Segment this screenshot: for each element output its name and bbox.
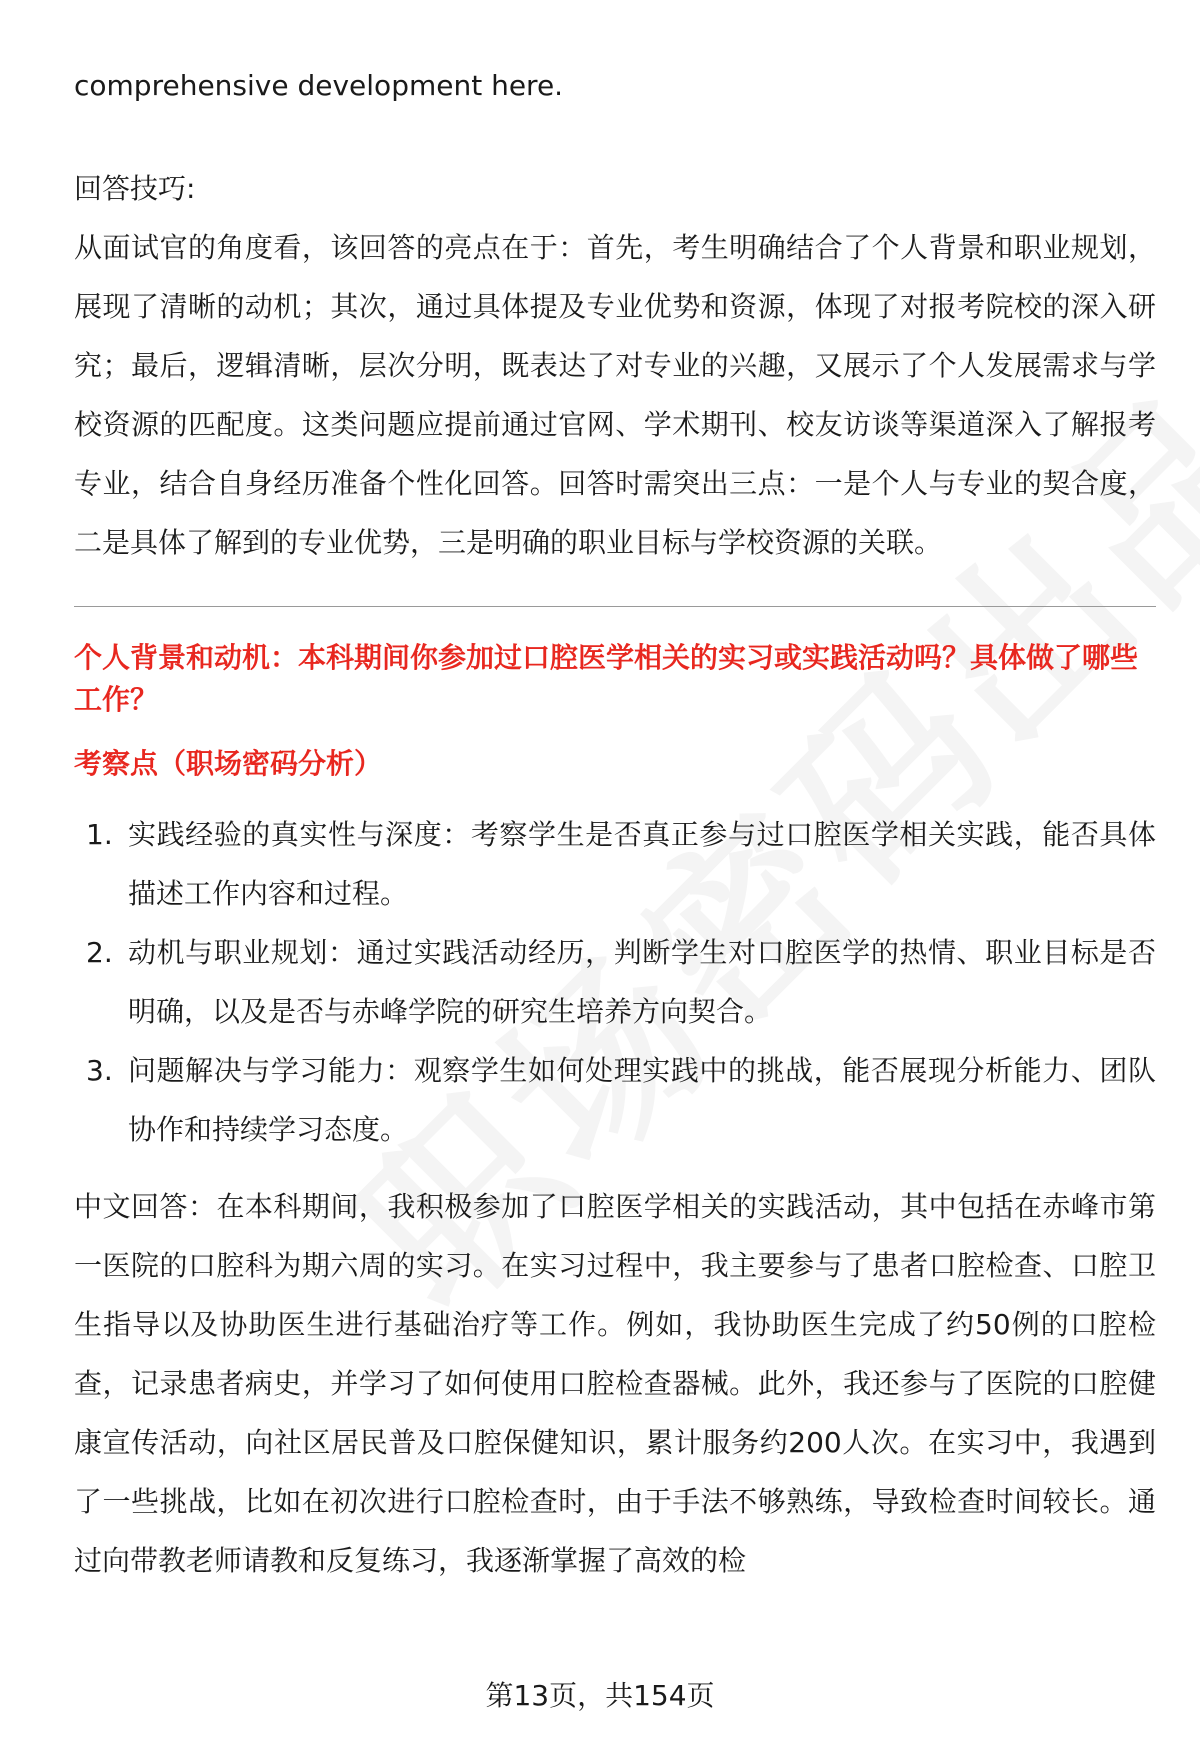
list-item-number: 2. [86, 936, 113, 969]
answer-label: 中文回答： [74, 1190, 217, 1223]
continuation-text: comprehensive development here. [74, 69, 564, 102]
spacer [74, 115, 1156, 159]
tips-label: 回答技巧: [74, 172, 196, 205]
list-item-text: 问题解决与学习能力：观察学生如何处理实践中的挑战，能否展现分析能力、团队协作和持续学习态度。 [128, 1054, 1156, 1146]
document-page [74, 56, 1156, 1590]
page-number-footer: 第13页，共154页 [485, 1679, 715, 1712]
chinese-answer [74, 1177, 1156, 1590]
list-item-number: 3. [86, 1054, 113, 1087]
list-item [74, 1041, 1156, 1159]
list-item-text: 动机与职业规划：通过实践活动经历，判断学生对口腔医学的热情、职业目标是否明确，以及是否与赤峰学院的研究生培养方向契合。 [128, 936, 1156, 1028]
list-item [74, 923, 1156, 1041]
answer-body: 在本科期间，我积极参加了口腔医学相关的实践活动，其中包括在赤峰市第一医院的口腔科为期六周的实习。在实习过程中，我主要参与了患者口腔检查、口腔卫生指导以及协助医生进行基础治疗等工作。例如，我协助医生完成了约50例的口腔检查，记录患者病史，并学习了如何使用口腔检查器械。此外，我还参与了医院的口腔健康宣传活动，向社区居民普及口腔保健知识，累计服务约200人次。在实习中，我遇到了一些挑战，比如在初次进行口腔检查时，由于手法不够熟练，导致检查时间较长。通过向带教老师请教和反复练习，我逐渐掌握了高效的检 [74, 1190, 1156, 1577]
list-item-text: 实践经验的真实性与深度：考察学生是否真正参与过口腔医学相关实践，能否具体描述工作内容和过程。 [128, 818, 1156, 910]
spacer [74, 1159, 1156, 1177]
analysis-points-list [74, 805, 1156, 1159]
answer-tips-section [74, 159, 1156, 572]
tips-body: 从面试官的角度看，该回答的亮点在于：首先，考生明确结合了个人背景和职业规划，展现了清晰的动机；其次，通过具体提及专业优势和资源，体现了对报考院校的深入研究；最后，逻辑清晰，层次分明，既表达了对专业的兴趣，又展示了个人发展需求与学校资源的匹配度。这类问题应提前通过官网、学术期刊、校友访谈等渠道深入了解报考专业，结合自身经历准备个性化回答。回答时需突出三点：一是个人与专业的契合度，二是具体了解到的专业优势，三是明确的职业目标与学校资源的关联。 [74, 231, 1156, 559]
list-item-number: 1. [86, 818, 113, 851]
analysis-heading: 考察点（职场密码分析） [74, 747, 383, 780]
question-heading: 个人背景和动机：本科期间你参加过口腔医学相关的实习或实践活动吗？具体做了哪些工作？ [74, 641, 1139, 716]
list-item [74, 805, 1156, 923]
section-divider [74, 606, 1156, 607]
